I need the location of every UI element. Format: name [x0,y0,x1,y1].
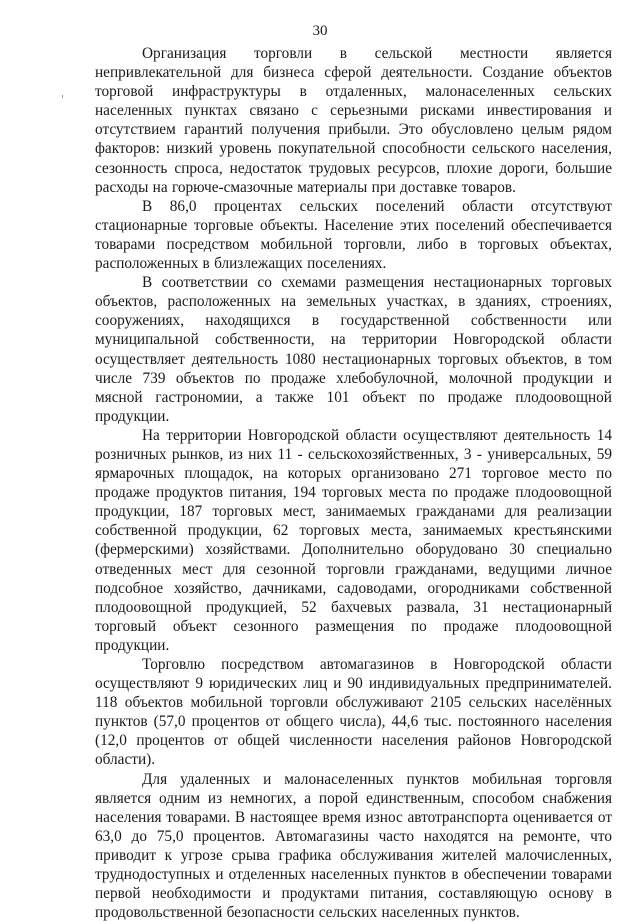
page-number: 30 [312,23,328,39]
paragraph-markets: На территории Новгородской области осуществляют деятельность 14 розничных рынков, из них 11 - сельскохозяйственных, 3 - универсальных, 59 ярмарочных площадок, на которых организовано 271 торговое место по продаже продуктов питания, 194 торговых места по продаже плодоовощной продукции, 187 торговых мест, занимаемых гражданами для реализации собственной продукции, 62 торговых места, занимаемых крестьянскими (фермерскими) хозяйствами. Дополнительно оборудовано 30 специально отведенных мест для сезонной торговли гражданами, ведущими личное подсобное хозяйство, дачниками, садоводами, огородниками собственной плодоовощной продукцией, 52 бахчевых развала, 31 нестационарный торговый объект сезонного размещения по продаже плодоовощной продукции. [95,426,612,654]
scan-mark [62,95,63,98]
paragraph-auto-shops: Торговлю посредством автомагазинов в Новгородской области осуществляют 9 юридических лиц и 90 индивидуальных предпринимателей. 118 объектов мобильной торговли обслуживают 2105 сельских населённых пунктов (57,0 процентов от общего числа), 44,6 тыс. постоянного населения (12,0 процентов от общей численности населения районов Новгородской области). [95,656,612,769]
paragraph-mobile-trade: Для удаленных и малонаселенных пунктов мобильная торговля является одним из немногих, а порой единственным, способом снабжения населения товарами. В настоящее время износ автотранспорта оценивается от 63,0 до 75,0 процентов. Автомагазины часто находятся на ремонте, что приводит к угрозе срыва графика обслуживания жителей малочисленных, труднодоступных и отделенных населенных пунктов в обеспечении товарами первой необходимости и продуктами питания, составляющую основу в продовольственной безопасности сельских населенных пунктов. [95,770,612,922]
paragraph-nonstationary-objects: В соответствии со схемами размещения нестационарных торговых объектов, расположенных на земельных участках, в зданиях, строениях, сооружениях, находящихся в государственной собственности или муниципальной собственности, на территории Новгородской области осуществляет деятельность 1080 нестационарных торговых объектов, в том числе 739 объектов по продаже хлебобулочной, молочной продукции и мясной гастрономии, а также 101 объект по продаже плодоовощной продукции. [95,274,612,425]
paragraph-rural-trade: Организация торговли в сельской местности является непривлекательной для бизнеса сферой деятельности. Создание объектов торговой инфраструктуры в отдаленных, малонаселенных сельских населенных пунктах связано с серьезными рисками инвестирования и отсутствием гарантий получения прибыли. Это обусловлено целым рядом факторов: низкий уровень покупательной способности сельского населения, сезонность спроса, недостаток трудовых ресурсов, плохие дороги, большие расходы на горюче-смазочные материалы при доставке товаров. [95,45,612,196]
body-text [95,44,612,922]
paragraph-stationary-objects: В 86,0 процентах сельских поселений области отсутствуют стационарные торговые объекты. Население этих поселений обеспечивается товарами посредством мобильной торговли, либо в торговых объектах, расположенных в близлежащих поселениях. [95,197,612,273]
